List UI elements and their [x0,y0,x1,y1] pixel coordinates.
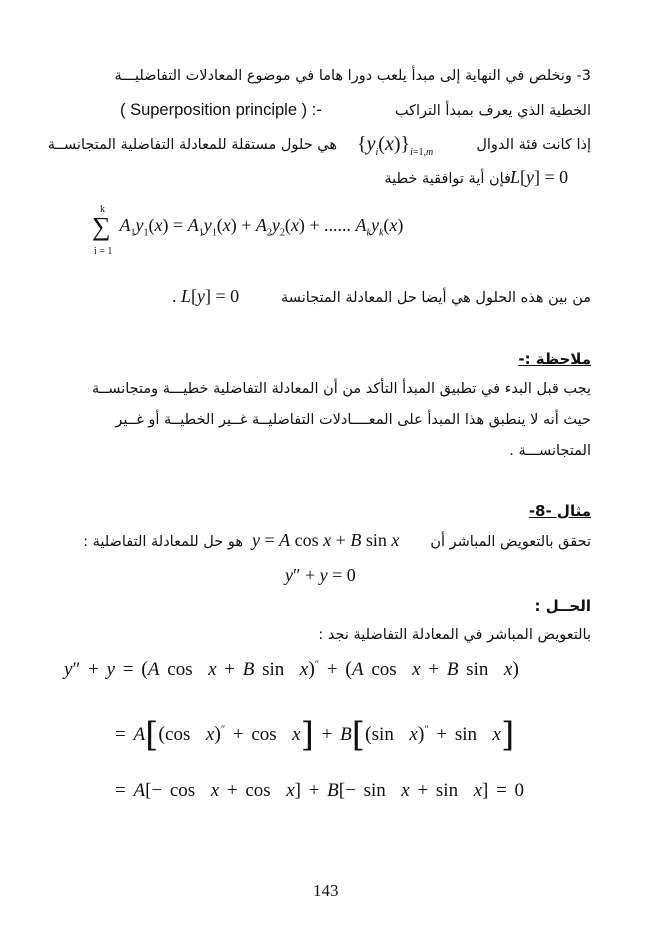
solution-heading: الحــل : [534,597,591,615]
solution-intro: بالتعويض المباشر في المعادلة التفاضلية نجد : [318,627,591,643]
example-function-math: y = A cos x + B sin x [252,530,400,550]
function-set-math: $\{y_i(x)\}_{i=1,m}$ [357,133,434,158]
para3-line2-english [120,101,322,120]
example-statement-a: تحقق بالتعويض المباشر أن [430,534,591,550]
note-line2: حيث أنه لا ينطبق هذا المبدأ على المعــــادلات التفاضليــة غــير الخطيــة أو غــير [115,412,591,428]
example-equation: y″ + y = 0 [285,565,356,585]
para3-end-arabic: من بين هذه الحلول هي أيضا حل المعادلة المتجانسة [281,290,591,306]
solution-step3: = A[− cos x + cos x] + B[− sin x + sin x] = 0 [115,780,525,801]
para3-line4-arabic: فإن أية توافقية خطية [384,171,511,187]
para3-line3-arabic-b: هي حلول مستقلة للمعادلة التفاضلية المتجانســة [47,137,337,153]
sum-lower-limit: i = 1 [94,246,113,257]
superposition-formula: k ∑ i = 1 $A_1y_1(x) = A_1y_1(x) + A_2y_2(x)$ + ...... $A_ky_k(x)$ [92,204,404,257]
para3-line1: 3- ونخلص في النهاية إلى مبدأ يلعب دورا هاما في موضوع المعادلات التفاضليـــة [114,68,591,84]
solution-step2: = A[(cos x)″ + cos x] + B[(sin x)″ + sin x] [115,715,515,755]
para3-end-math: . L[y] = 0 [172,286,240,306]
page-number: 143 [313,881,339,900]
note-line1: يجب قبل البدء في تطبيق المبدأ التأكد من أن المعادلة التفاضلية خطيـــة ومتجانســة [92,381,591,397]
sum-upper-limit: k [100,204,105,215]
homogeneous-eq-math: L[y] = 0 [510,167,569,187]
example-statement-b: هو حل للمعادلة التفاضلية : [83,534,243,550]
example-heading: مثال -8- [528,502,591,520]
solution-step1: y″ + y = (A cos x + B sin x)″ + (A cos x + B sin x) [64,658,519,680]
sum-symbol: ∑ [92,212,111,241]
para3-line3-arabic-a: إذا كانت فئة الدوال [476,137,591,153]
superposition-principle-label: ( Superposition principle ) :- [120,101,322,119]
para3-line2-arabic: الخطية الذي يعرف بمبدأ التراكب [394,103,591,119]
note-line3: المتجانســـة . [509,443,591,459]
note-heading: ملاحظة :- [518,350,591,368]
